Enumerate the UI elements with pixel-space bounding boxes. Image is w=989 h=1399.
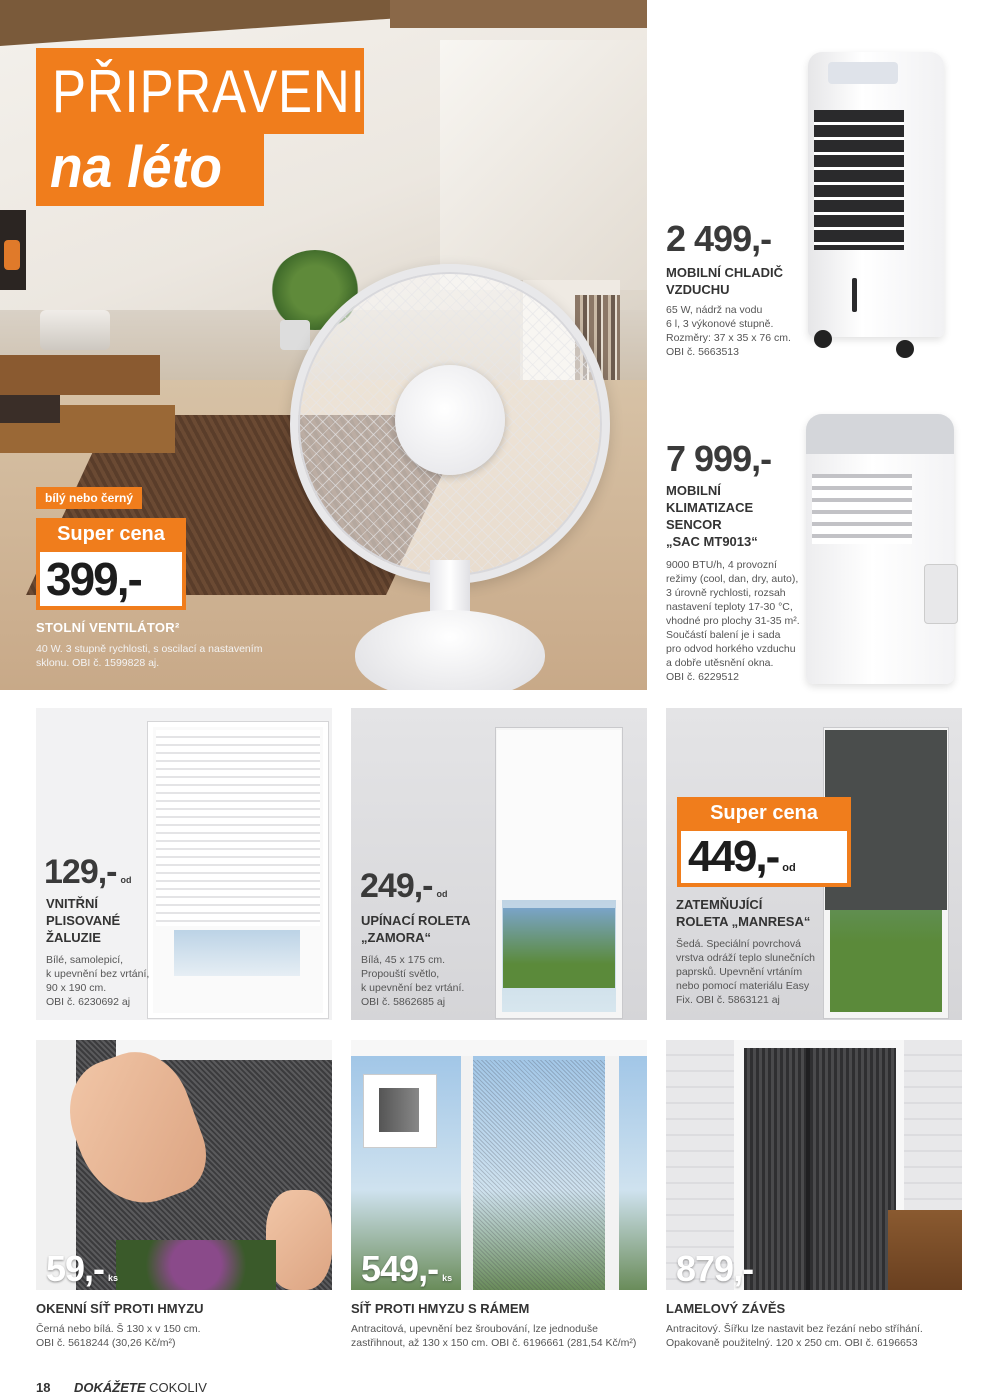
net3-desc: Antracitový. Šířku lze nastavit bez řezání nebo stříhání. Opakovaně použitelný. 120 x 250 cm. OBI č. 6196653	[666, 1323, 923, 1349]
aircon-desc: 9000 BTU/h, 4 provozní režimy (cool, dan, dry, auto), 3 úrovně rychlosti, rozsah nastavení teploty 17-30 °C, vhodné pro plochy 31-35 m². Součástí balení je i sada pro odvod horkého vzduchu a dobře utěsnění okna. OBI č. 6229512	[666, 559, 800, 683]
blind2-price: 249,- od	[360, 867, 448, 905]
cooler-title-line1: MOBILNÍ CHLADIČ	[666, 265, 783, 280]
fan-title: STOLNÍ VENTILÁTOR²	[36, 620, 180, 635]
net2-price: 549,- ks	[361, 1248, 453, 1289]
blind1-title: VNITŘNÍ PLISOVANÉ ŽALUZIE	[46, 896, 121, 945]
net3-title: LAMELOVÝ ZÁVĚS	[666, 1301, 786, 1316]
fan-price: 399,-	[46, 553, 141, 605]
cooler-title-line2: VZDUCHU	[666, 282, 730, 297]
blind2-title: UPÍNACÍ ROLETA „ZAMORA“	[361, 913, 471, 945]
fan-desc: 40 W. 3 stupně rychlosti, s oscilací a nastavením sklonu. OBI č. 1599828 aj.	[36, 643, 263, 669]
blind3-price: 449,- od	[688, 832, 796, 881]
net3-price: 879,-	[676, 1248, 754, 1289]
net1-price: 59,- ks	[46, 1248, 119, 1289]
super-price-label: Super cena	[36, 518, 186, 550]
blind3-desc: Šedá. Speciální povrchová vrstva odráží teplo slunečních paprsků. Upevnění vrtáním nebo pomocí materiálu Easy Fix. OBI č. 5863121 aj	[676, 938, 815, 1006]
blind1-price: 129,- od	[44, 853, 132, 891]
headline-line2: na léto	[50, 135, 222, 200]
air-cooler-image	[808, 52, 944, 352]
aircon-price: 7 999,-	[666, 438, 772, 479]
blind2-desc: Bílá, 45 x 175 cm. Propouští světlo, k upevnění bez vrtání. OBI č. 5862685 aj	[361, 954, 465, 1008]
net1-desc: Černá nebo bílá. Š 130 x v 150 cm. OBI č. 5618244 (30,26 Kč/m²)	[36, 1323, 201, 1349]
cooler-price: 2 499,-	[666, 218, 772, 259]
net2-title: SÍŤ PROTI HMYZU S RÁMEM	[351, 1301, 530, 1316]
page-number: 18	[36, 1380, 51, 1395]
cooler-desc: 65 W, nádrž na vodu 6 l, 3 výkonové stupně. Rozměry: 37 x 35 x 76 cm. OBI č. 5663513	[666, 304, 791, 358]
net2-desc: Antracitová, upevnění bez šroubování, lze jednoduše zastřihnout, až 130 x 150 cm. OBI č. 6196661 (281,54 Kč/m²)	[351, 1323, 637, 1349]
blind3-super-label: Super cena	[677, 797, 851, 829]
variant-badge: bílý nebo černý	[36, 487, 142, 509]
hero-photo	[0, 0, 647, 690]
blind1-desc: Bílé, samolepicí, k upevnění bez vrtání, 90 x 190 cm. OBI č. 6230692 aj	[46, 954, 150, 1008]
net1-title: OKENNÍ SÍŤ PROTI HMYZU	[36, 1301, 204, 1316]
aircon-title: MOBILNÍ KLIMATIZACE SENCOR „SAC MT9013“	[666, 483, 758, 549]
blind3-title: ZATEMŇUJÍCÍ ROLETA „MANRESA“	[676, 897, 811, 929]
air-conditioner-image	[806, 414, 958, 690]
headline-line1: PŘIPRAVENI	[52, 58, 366, 125]
footer-brand: DOKÁŽETE COKOLIV	[74, 1380, 207, 1395]
